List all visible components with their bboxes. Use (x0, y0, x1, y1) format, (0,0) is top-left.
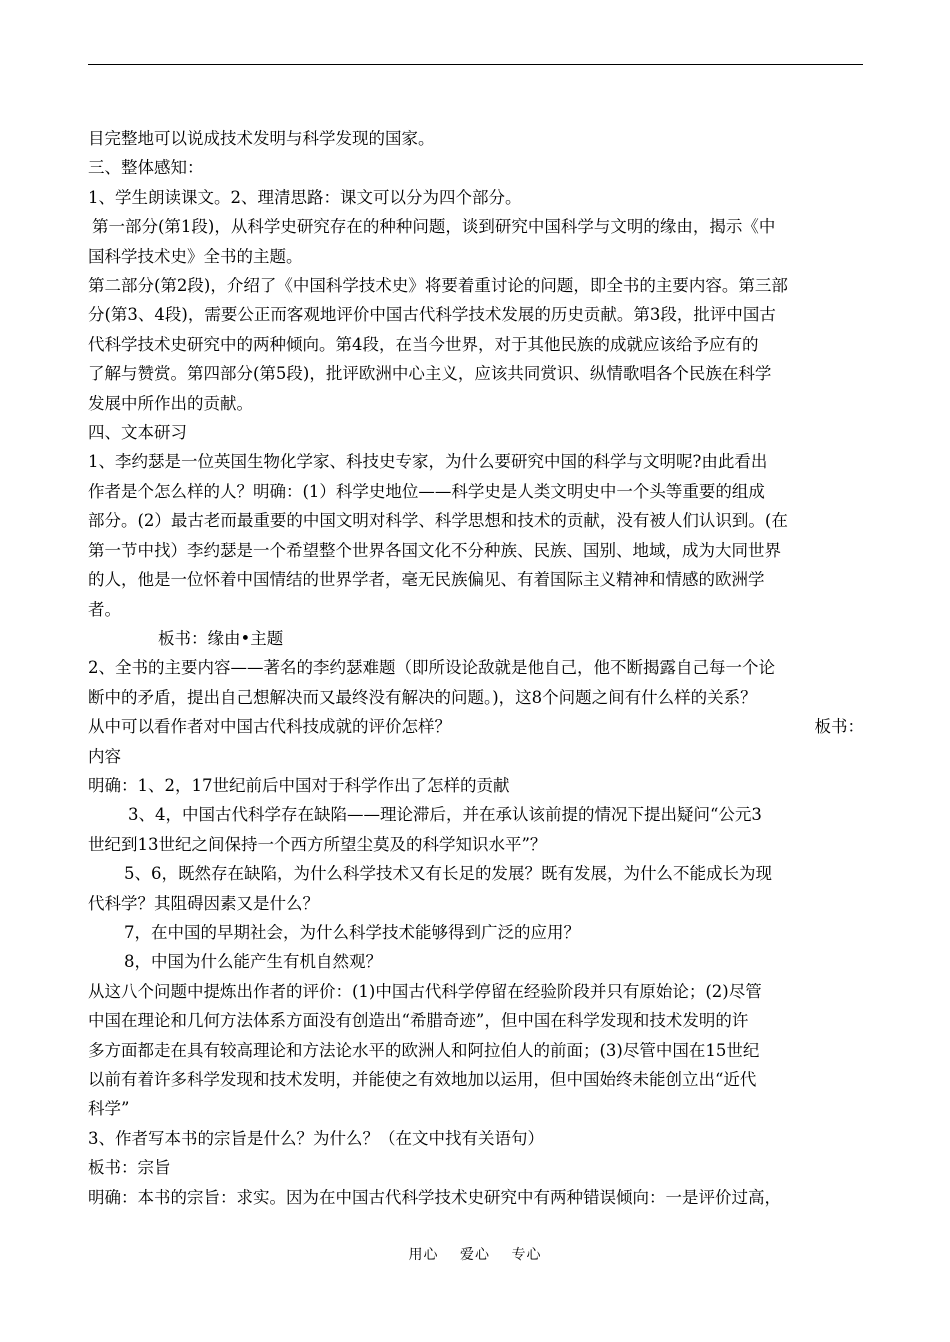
text-line: 8，中国为什么能产生有机自然观？ (124, 952, 382, 972)
text-line: 从中可以看作者对中国古代科技成就的评价怎样？ (88, 717, 451, 737)
text-line: 3、作者写本书的宗旨是什么？为什么？（在文中找有关语句） (88, 1128, 544, 1148)
board-note: 板书：宗旨 (88, 1158, 171, 1178)
text-line: 中国在理论和几何方法体系方面没有创造出“希腊奇迹”，但中国在科学发现和技术发明的许 (88, 1011, 749, 1031)
text-line: 第一部分(第1段)，从科学史研究存在的种种问题，谈到研究中国科学与文明的缘由，揭示《中 (92, 217, 776, 237)
text-line: 科学” (88, 1099, 130, 1119)
text-line: 1、李约瑟是一位英国生物化学家、科技史专家，为什么要研究中国的科学与文明呢?由此看出 (88, 452, 768, 472)
text-line: 5、6，既然存在缺陷，为什么科学技术又有长足的发展？既有发展，为什么不能成长为现 (124, 864, 772, 884)
section-heading: 三、整体感知： (88, 158, 204, 178)
text-line: 分(第3、4段)，需要公正而客观地评价中国古代科学技术发展的历史贡献。第3段，批评中国古 (88, 305, 776, 325)
text-line: 多方面都走在具有较高理论和方法论水平的欧洲人和阿拉伯人的前面；(3)尽管中国在15世纪 (88, 1040, 760, 1060)
footer-word: 专心 (511, 1247, 542, 1263)
text-line: 1、学生朗读课文。2、理清思路：课文可以分为四个部分。 (88, 187, 522, 207)
text-line: 明确：本书的宗旨：求实。因为在中国古代科学技术史研究中有两种错误倾向：一是评价过高， (88, 1187, 781, 1207)
text-line: 部分。(2）最古老而最重要的中国文明对科学、科学思想和技术的贡献，没有被人们认识到。(在 (88, 511, 788, 531)
text-line: 目完整地可以说成技术发明与科学发现的国家。 (88, 129, 435, 148)
text-line: 代科学技术史研究中的两种倾向。第4段，在当今世界，对于其他民族的成就应该给予应有的 (88, 334, 759, 354)
text-line: 从这八个问题中提炼出作者的评价：(1)中国古代科学停留在经验阶段并只有原始论；(2)尽管 (88, 981, 762, 1001)
text-line: 断中的矛盾，提出自己想解决而又最终没有解决的问题。)，这8个问题之间有什么样的关系？ (88, 687, 757, 707)
text-line-with-note (88, 712, 864, 741)
footer-word: 爱心 (460, 1247, 490, 1263)
text-line: 明确：1、2，17世纪前后中国对于科学作出了怎样的贡献 (88, 775, 510, 795)
text-line: 国科学技术史》全书的主题。 (88, 246, 303, 266)
text-line: 代科学？其阻碍因素又是什么？ (88, 893, 319, 913)
footer-word: 用心 (408, 1247, 439, 1263)
text-line: 第二部分(第2段)，介绍了《中国科学技术史》将要着重讨论的问题，即全书的主要内容。第三部 (88, 276, 788, 296)
page-footer (0, 1244, 950, 1264)
text-line: 了解与赞赏。第四部分(第5段)，批评欧洲中心主义，应该共同赏识、纵情歌唱各个民族在科学 (88, 364, 772, 384)
text-line: 作者是个怎么样的人？明确：(1）科学史地位——科学史是人类文明史中一个头等重要的组成 (88, 481, 765, 501)
text-line: 7，在中国的早期社会，为什么科学技术能够得到广泛的应用？ (124, 922, 580, 942)
text-line: 世纪到13世纪之间保持一个西方所望尘莫及的科学知识水平”？ (88, 834, 547, 854)
text-line: 第一节中找）李约瑟是一个希望整个世界各国文化不分种族、民族、国别、地域，成为大同世界 (88, 540, 781, 560)
text-line: 内容 (88, 746, 121, 766)
text-line: 3、4，中国古代科学存在缺陷——理论滞后，并在承认该前提的情况下提出疑问“公元3 (128, 805, 762, 825)
text-line: 发展中所作出的贡献。 (88, 393, 253, 413)
document-body (88, 124, 864, 1212)
text-line: 的人，他是一位怀着中国情结的世界学者，毫无民族偏见、有着国际主义精神和情感的欧洲学 (88, 570, 765, 590)
board-note: 板书：缘由•主题 (158, 628, 284, 648)
board-note: 板书： (814, 717, 864, 737)
text-line: 以前有着许多科学发现和技术发明，并能使之有效地加以运用，但中国始终未能创立出“近代 (88, 1070, 757, 1089)
header-rule (88, 64, 863, 65)
text-line: 者。 (88, 599, 121, 619)
section-heading: 四、文本研习 (88, 423, 187, 443)
text-line: 2、全书的主要内容——著名的李约瑟难题（即所设论敌就是他自己，他不断揭露自己每一个论 (88, 658, 775, 678)
